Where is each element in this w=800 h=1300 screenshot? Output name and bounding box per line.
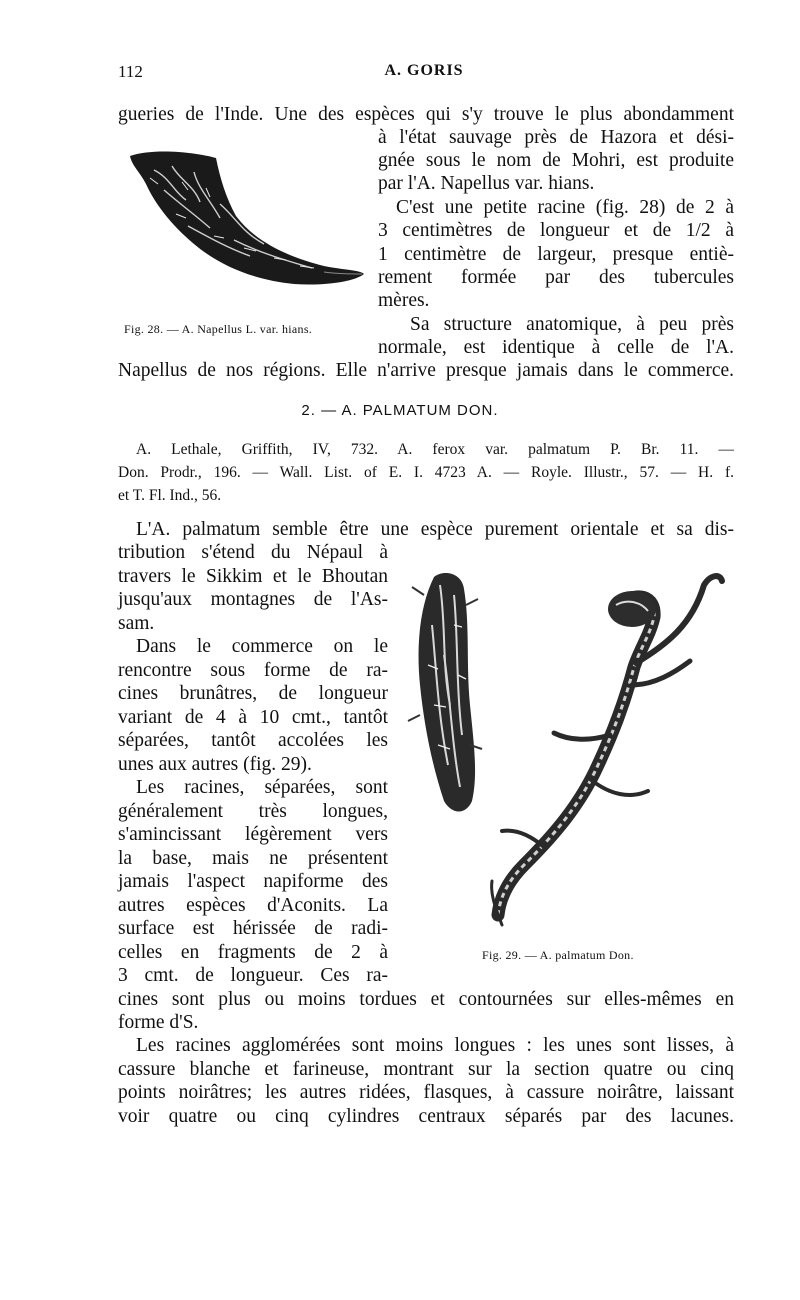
text-line: Napellus de nos régions. Elle n'arrive presque jamais dans le commerce.	[118, 360, 734, 381]
text-line: points noirâtres; les autres ridées, flasques, à cassure noirâtre, laissant	[118, 1082, 734, 1103]
synonymy-line: A. Lethale, Griffith, IV, 732. A. ferox var. palmatum P. Br. 11. —	[136, 441, 734, 458]
text-line: séparées, tantôt accolées les	[118, 730, 388, 751]
synonymy-line: et T. Fl. Ind., 56.	[118, 487, 222, 504]
figure-28-caption: Fig. 28. — A. Napellus L. var. hians.	[124, 322, 313, 336]
text-line: variant de 4 à 10 cmt., tantôt	[118, 707, 388, 728]
text-line: forme d'S.	[118, 1012, 199, 1033]
text-line: celles en fragments de 2 à	[118, 942, 388, 963]
figure-29-caption: Fig. 29. — A. palmatum Don.	[482, 948, 634, 962]
text-line: Sa structure anatomique, à peu près	[410, 314, 734, 335]
text-line: tribution s'étend du Népaul à	[118, 542, 388, 563]
text-line: sam.	[118, 613, 155, 634]
text-line: unes aux autres (fig. 29).	[118, 754, 312, 775]
text-line: travers le Sikkim et le Bhoutan	[118, 566, 388, 587]
figure-28-root-illustration	[124, 148, 369, 298]
text-line: cines sont plus ou moins tordues et contournées sur elles-mêmes en	[118, 989, 734, 1010]
text-line: gnée sous le nom de Mohri, est produite	[378, 150, 734, 171]
text-line: mères.	[378, 290, 430, 311]
text-line: 3 cmt. de longueur. Ces ra-	[118, 965, 388, 986]
page-number: 112	[118, 62, 143, 81]
running-header	[118, 62, 730, 86]
text-line: 1 centimètre de largeur, presque entiè-	[378, 244, 734, 265]
text-line: Les racines agglomérées sont moins longues : les unes sont lisses, à	[136, 1035, 734, 1056]
running-author: A. GORIS	[384, 62, 464, 79]
text-line: à l'état sauvage près de Hazora et dési-	[378, 127, 734, 148]
text-line: L'A. palmatum semble être une espèce purement orientale et sa dis-	[136, 519, 734, 540]
text-line: gueries de l'Inde. Une des espèces qui s'y trouve le plus abondamment	[118, 104, 734, 125]
text-line: 3 centimètres de longueur et de 1/2 à	[378, 220, 734, 241]
text-line: rencontre sous forme de ra-	[118, 660, 388, 681]
text-line: voir quatre ou cinq cylindres centraux séparés par des lacunes.	[118, 1106, 734, 1127]
text-line: cines brunâtres, de longueur	[118, 683, 388, 704]
text-line: jusqu'aux montagnes de l'As-	[118, 589, 388, 610]
text-line: autres espèces d'Aconits. La	[118, 895, 388, 916]
text-line: surface est hérissée de radi-	[118, 918, 388, 939]
text-line: s'amincissant légèrement vers	[118, 824, 388, 845]
text-line: C'est une petite racine (fig. 28) de 2 à	[396, 197, 734, 218]
text-line: Dans le commerce on le	[136, 636, 388, 657]
text-line: par l'A. Napellus var. hians.	[378, 173, 595, 194]
text-line: rement formée par des tubercules	[378, 267, 734, 288]
text-line: cassure blanche et farineuse, montrant sur la section quatre ou cinq	[118, 1059, 734, 1080]
text-line: Les racines, séparées, sont	[136, 777, 388, 798]
text-line: normale, est identique à celle de l'A.	[378, 337, 734, 358]
text-line: la base, mais ne présentent	[118, 848, 388, 869]
figure-29-root-illustration	[404, 565, 734, 935]
text-line: jamais l'aspect napiforme des	[118, 871, 388, 892]
text-line: généralement très longues,	[118, 801, 388, 822]
section-heading: 2. — A. PALMATUM DON.	[301, 402, 499, 419]
synonymy-line: Don. Prodr., 196. — Wall. List. of E. I. 4723 A. — Royle. Illustr., 57. — H. f.	[118, 464, 734, 481]
